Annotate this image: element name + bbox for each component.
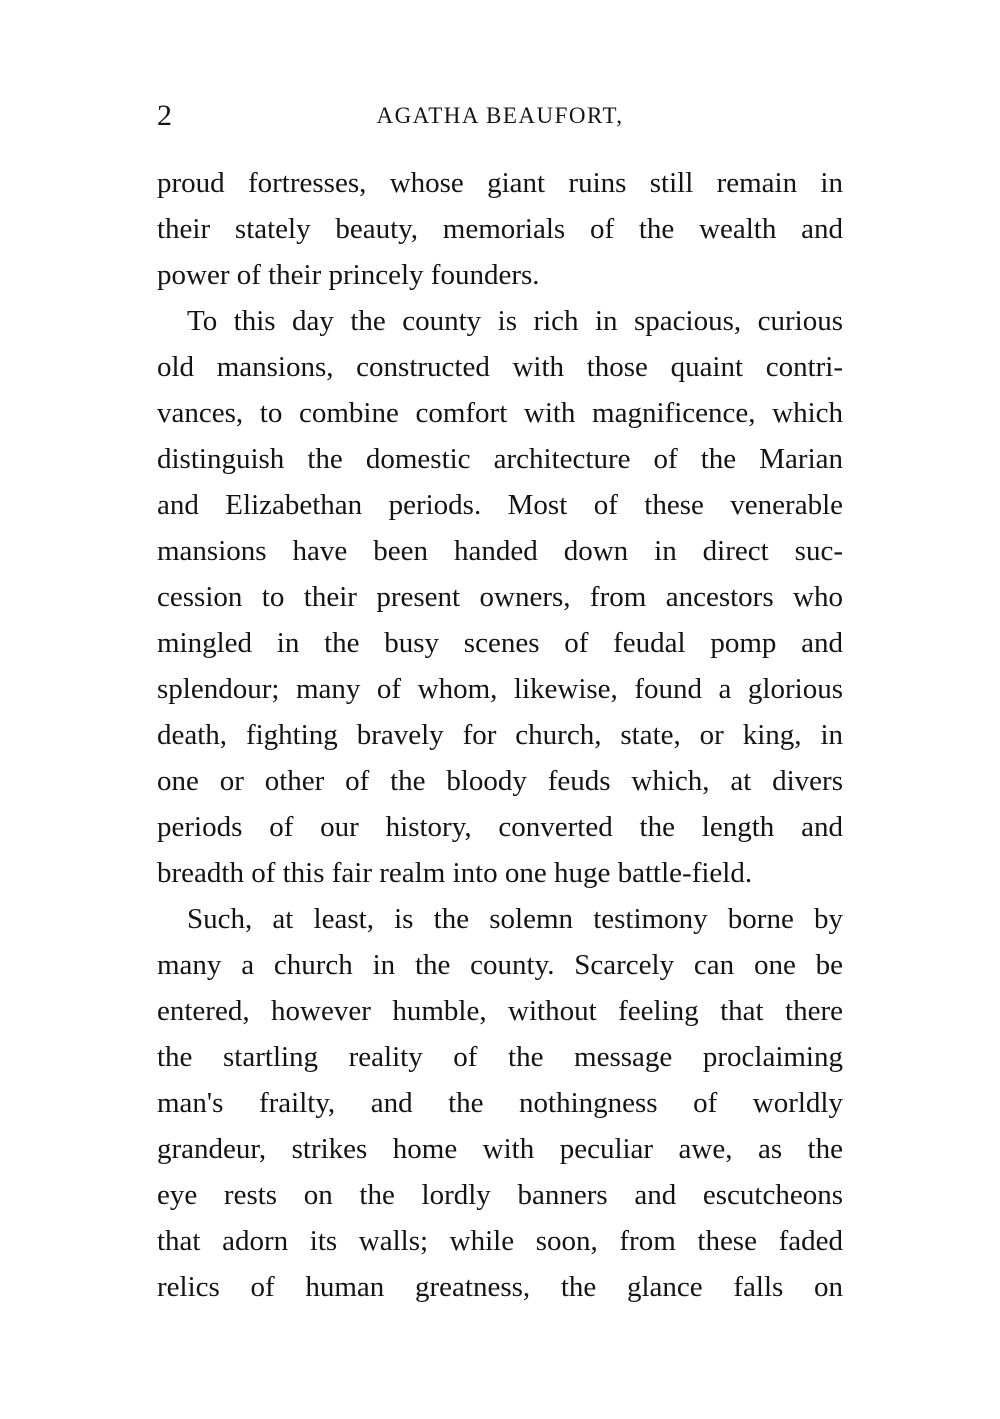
text-line: eye rests on the lordly banners and escutcheons [157,1179,843,1211]
page-number: 2 [157,99,172,132]
running-title: AGATHA BEAUFORT, [376,103,624,128]
text-line: power of their princely founders. [157,259,540,291]
text-line: death, fighting bravely for church, state, or king, in [157,719,843,751]
paragraph [157,896,843,1310]
text-line: entered, however humble, without feeling that there [157,995,843,1027]
text-line: their stately beauty, memorials of the wealth and [157,213,843,245]
text-line: mingled in the busy scenes of feudal pomp and [157,627,843,659]
text-line: man's frailty, and the nothingness of worldly [157,1087,843,1119]
text-line: periods of our history, converted the length and [157,811,843,843]
text-line: To this day the county is rich in spacious, curious [187,305,843,337]
text-line: old mansions, constructed with those quaint contri- [157,351,843,383]
text-line: distinguish the domestic architecture of the Marian [157,443,843,475]
text-line: splendour; many of whom, likewise, found a glorious [157,673,843,705]
text-line: Such, at least, is the solemn testimony borne by [187,903,843,935]
paragraph [157,160,843,298]
page-header [157,96,843,136]
text-line: mansions have been handed down in direct suc- [157,535,843,567]
body-text [157,160,843,1310]
text-line: one or other of the bloody feuds which, at divers [157,765,843,797]
text-line: proud fortresses, whose giant ruins still remain in [157,167,843,199]
text-line: cession to their present owners, from ancestors who [157,581,843,613]
text-line: the startling reality of the message proclaiming [157,1041,843,1073]
text-line: that adorn its walls; while soon, from these faded [157,1225,843,1257]
text-line: vances, to combine comfort with magnificence, which [157,397,843,429]
text-line: many a church in the county. Scarcely can one be [157,949,843,981]
paragraph [157,298,843,896]
text-line: grandeur, strikes home with peculiar awe, as the [157,1133,843,1165]
text-line: breadth of this fair realm into one huge battle-field. [157,857,753,889]
text-line: relics of human greatness, the glance falls on [157,1271,843,1303]
text-line: and Elizabethan periods. Most of these venerable [157,489,843,521]
